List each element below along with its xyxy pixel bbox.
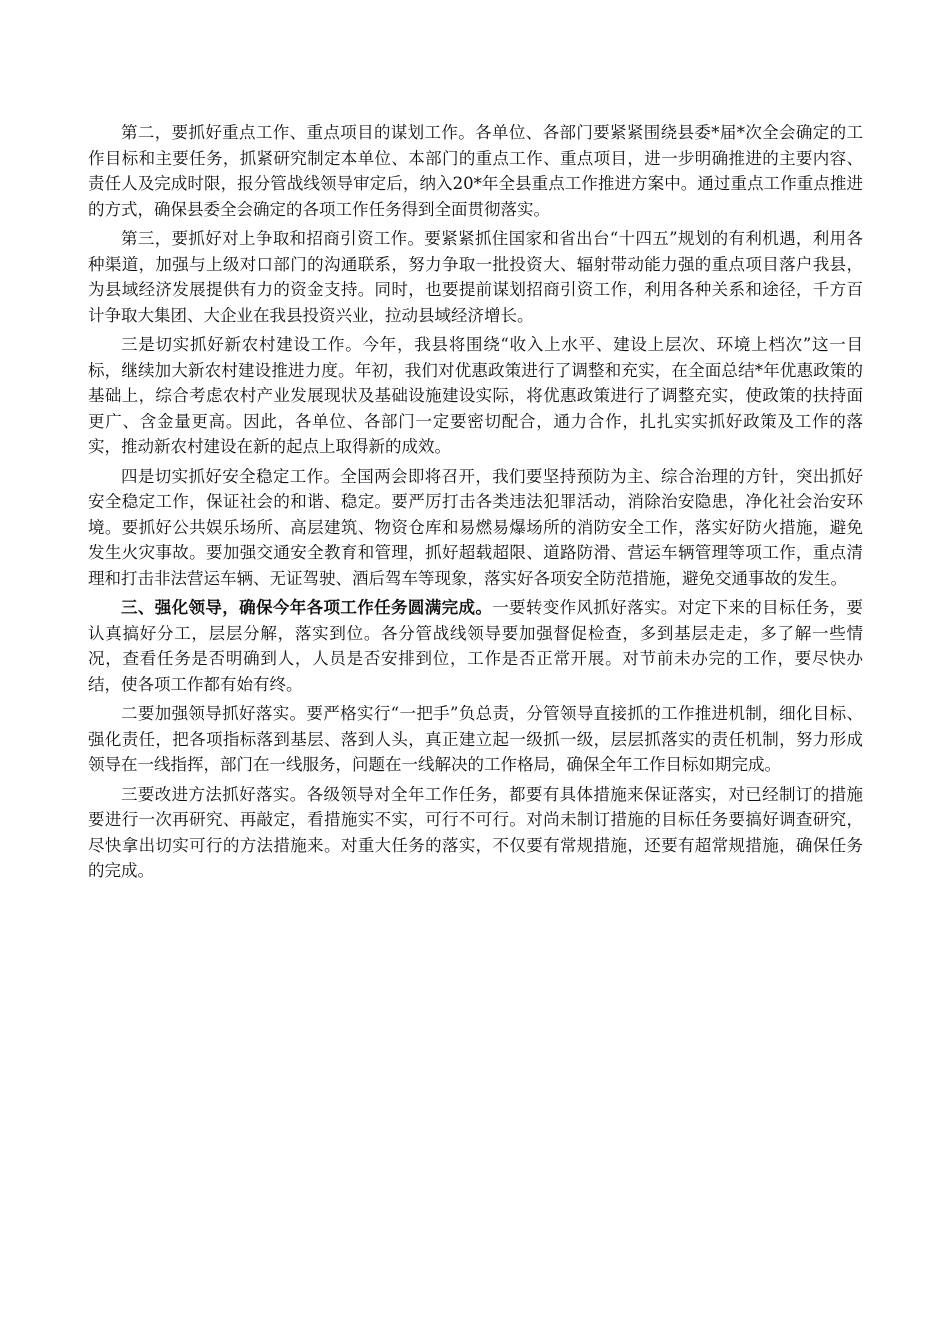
paragraph-text: 三是切实抓好新农村建设工作。今年，我县将围绕“收入上水平、建设上层次、环境上档次”这一目标，继续加大新农村建设推进力度。年初，我们对优惠政策进行了调整和充实，在全面总结*年优惠政策的基础上，综合考虑农村产业发展现状及基础设施建设实际，将优惠政策进行了调整充实，使政策的扶持面更广、含金量更高。因此，各单位、各部门一定要密切配合，通力合作，扎扎实实抓好政策及工作的落实，推动新农村建设在新的起点上取得新的成效。 (88, 335, 863, 456)
paragraph-text: 一要转变作风抓好落实。对定下来的目标任务，要认真搞好分工，层层分解，落实到位。各分管战线领导要加强督促检查，多到基层走走，多了解一些情况，查看任务是否明确到人，人员是否安排到位，工作是否正常开展。对节前未办完的工作，要尽快办结，使各项工作都有始有终。 (88, 598, 864, 694)
paragraph-text: 二要加强领导抓好落实。要严格实行“一把手”负总责，分管领导直接抓的工作推进机制，细化目标、强化责任，把各项指标落到基层、落到人头，真正建立起一级抓一级，层层抓落实的责任机制，努力形成领导在一线指挥，部门在一线服务，问题在一线解决的工作格局，确保全年工作目标如期完成。 (88, 704, 863, 774)
paragraph-text: 三要改进方法抓好落实。各级领导对全年工作任务，都要有具体措施来保证落实，对已经制订的措施要进行一次再研究、再敲定，看措施实不实，可行不可行。对尚未制订措施的目标任务要搞好调查研究，尽快拿出切实可行的方法措施来。对重大任务的落实，不仅要有常规措施，还要有超常规措施，确保任务的完成。 (88, 784, 863, 880)
paragraph-text: 四是切实抓好安全稳定工作。全国两会即将召开，我们要坚持预防为主、综合治理的方针，突出抓好安全稳定工作，保证社会的和谐、稳定。要严厉打击各类违法犯罪活动，消除治安隐患，净化社会治安环境。要抓好公共娱乐场所、高层建筑、物资仓库和易燃易爆场所的消防安全工作，落实好防火措施，避免发生火灾事故。要加强交通安全教育和管理，抓好超载超限、道路防滑、营运车辆管理等项工作，重点清理和打击非法营运车辆、无证驾驶、酒后驾车等现象，落实好各项安全防范措施，避免交通事故的发生。 (88, 466, 863, 588)
paragraph-7 (88, 782, 863, 884)
paragraph-4 (88, 464, 863, 592)
paragraph-text: 第二，要抓好重点工作、重点项目的谋划工作。各单位、各部门要紧紧围绕县委*届*次全会确定的工作目标和主要任务，抓紧研究制定本单位、本部门的重点工作、重点项目，进一步明确推进的主要内容、责任人及完成时限，报分管战线领导审定后，纳入20*年全县重点工作推进方案中。通过重点工作重点推进的方式，确保县委全会确定的各项工作任务得到全面贯彻落实。 (88, 123, 863, 219)
section-heading: 三、强化领导，确保今年各项工作任务圆满完成。 (121, 598, 493, 617)
document-body (88, 120, 863, 888)
paragraph-1 (88, 120, 863, 222)
paragraph-3 (88, 332, 863, 460)
paragraph-5 (88, 595, 863, 697)
paragraph-6 (88, 701, 863, 778)
paragraph-text: 第三，要抓好对上争取和招商引资工作。要紧紧抓住国家和省出台“十四五”规划的有利机遇，利用各种渠道，加强与上级对口部门的沟通联系，努力争取一批投资大、辐射带动能力强的重点项目落户我县，为县域经济发展提供有力的资金支持。同时，也要提前谋划招商引资工作，利用各种关系和途径，千方百计争取大集团、大企业在我县投资兴业，拉动县域经济增长。 (88, 229, 863, 325)
paragraph-2 (88, 226, 863, 328)
